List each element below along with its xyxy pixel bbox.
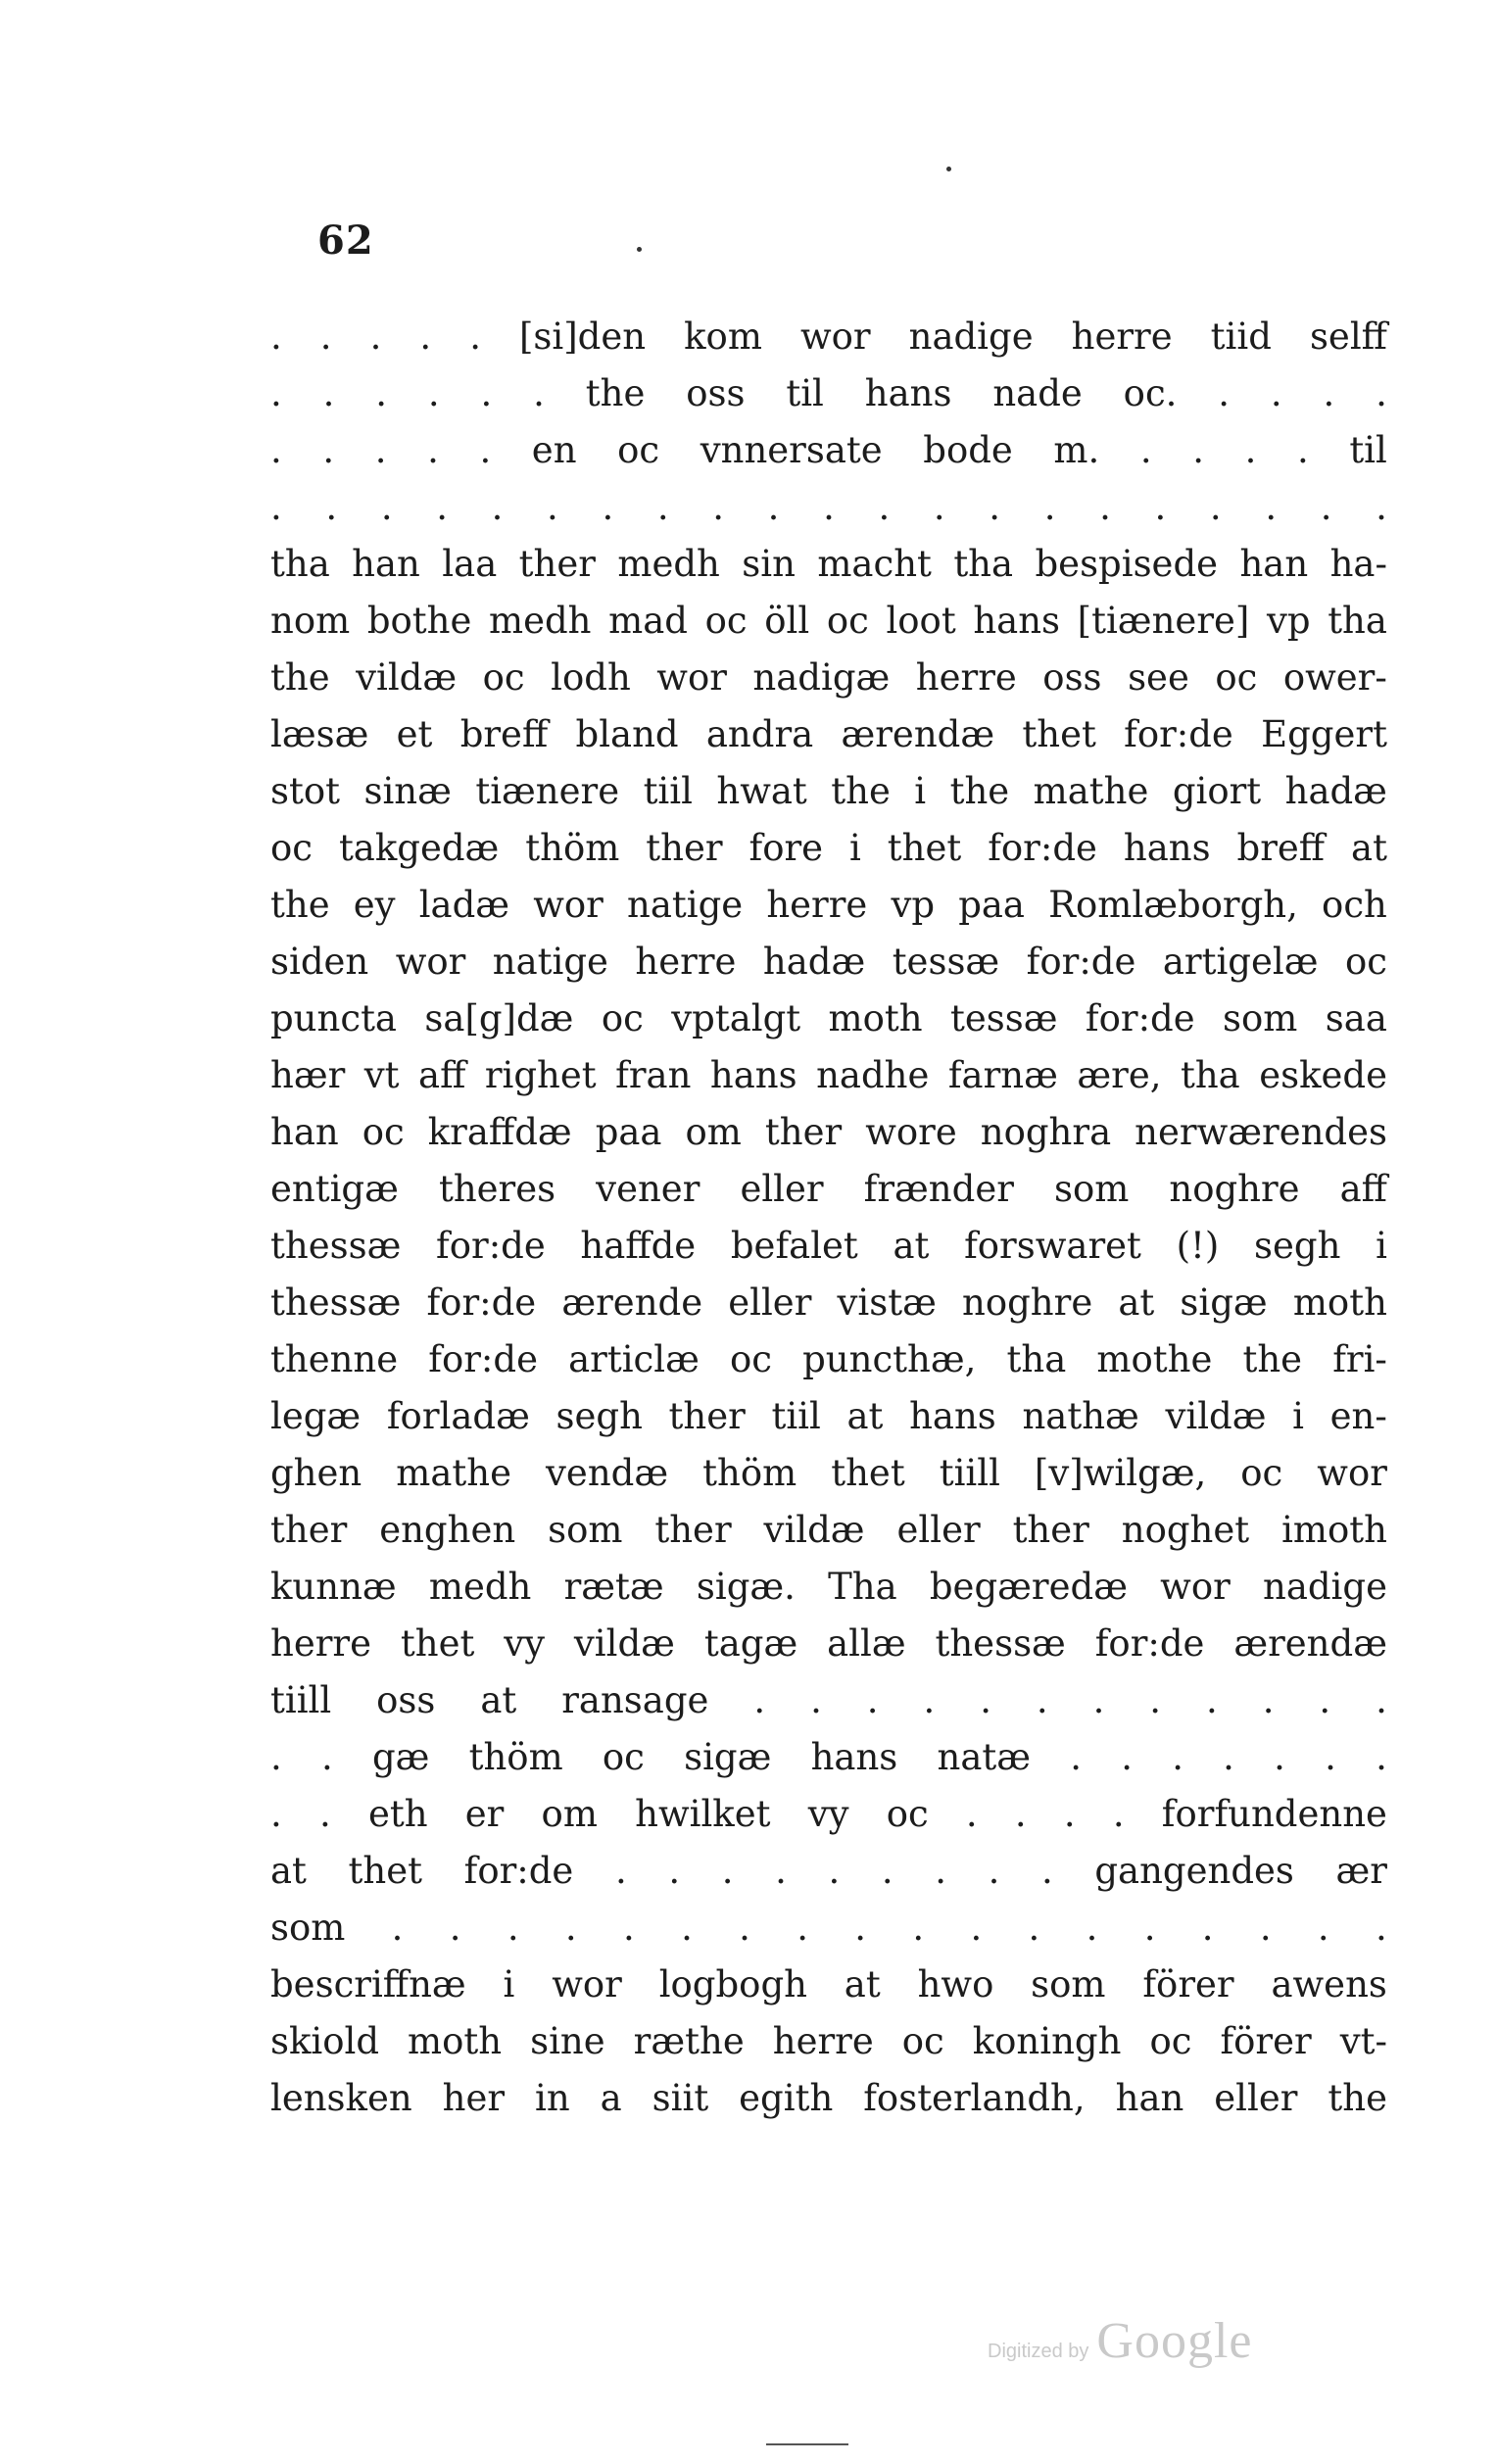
text-line: . . . . . en oc vnnersate bode m. . . . . til — [270, 429, 1387, 471]
text-line: . . eth er om hwilket vy oc . . . . forfundenne — [270, 1793, 1387, 1835]
text-line: thessæ for:de ærende eller vistæ noghre at sigæ moth — [270, 1281, 1387, 1324]
text-line: læsæ et breff bland andra ærendæ thet for:de Eggert — [270, 713, 1387, 755]
digitization-watermark — [988, 2312, 1252, 2370]
text-line: han oc kraffdæ paa om ther wore noghra nerwærendes — [270, 1111, 1387, 1153]
text-line: lensken her in a siit egith fosterlandh, han eller the — [270, 2077, 1387, 2119]
text-line: oc takgedæ thöm ther fore i thet for:de hans breff at — [270, 827, 1387, 869]
text-line: siden wor natige herre hadæ tessæ for:de artigelæ oc — [270, 941, 1387, 983]
text-line: herre thet vy vildæ tagæ allæ thessæ for:de ærendæ — [270, 1622, 1387, 1665]
text-line: puncta sa[g]dæ oc vptalgt moth tessæ for:de som saa — [270, 997, 1387, 1039]
text-line: tha han laa ther medh sin macht tha bespisede han ha- — [270, 543, 1387, 585]
text-line: stot sinæ tiænere tiil hwat the i the mathe giort hadæ — [270, 770, 1387, 812]
text-line: bescriffnæ i wor logbogh at hwo som förer awens — [270, 1963, 1387, 2005]
text-line: skiold moth sine ræthe herre oc koningh oc förer vt- — [270, 2020, 1387, 2062]
google-logo: Google — [1096, 2313, 1253, 2369]
text-line: tiill oss at ransage . . . . . . . . . . . . — [270, 1679, 1387, 1721]
ink-speck — [946, 167, 951, 171]
page-text — [270, 309, 1387, 2127]
text-line: the vildæ oc lodh wor nadigæ herre oss see oc ower- — [270, 656, 1387, 699]
page-number: 62 — [317, 217, 374, 264]
text-line: legæ forladæ segh ther tiil at hans nathæ vildæ i en- — [270, 1395, 1387, 1437]
text-line: entigæ theres vener eller frænder som noghre aff — [270, 1168, 1387, 1210]
text-line: nom bothe medh mad oc öll oc loot hans [tiænere] vp tha — [270, 600, 1387, 642]
text-line: . . . . . [si]den kom wor nadige herre tiid selff — [270, 315, 1387, 358]
text-line: thenne for:de articlæ oc puncthæ, tha mothe the fri- — [270, 1338, 1387, 1380]
ink-speck — [637, 247, 642, 252]
text-line: at thet for:de . . . . . . . . . gangendes ær — [270, 1850, 1387, 1892]
text-line: . . . . . . the oss til hans nade oc. . . . . — [270, 372, 1387, 414]
text-line: thessæ for:de haffde befalet at forswaret (!) segh i — [270, 1225, 1387, 1267]
text-line: som . . . . . . . . . . . . . . . . . . — [270, 1907, 1387, 1949]
text-line: hær vt aff righet fran hans nadhe farnæ ære, tha eskede — [270, 1054, 1387, 1096]
bottom-rule — [766, 2443, 848, 2445]
text-line: . . gæ thöm oc sigæ hans natæ . . . . . . . — [270, 1736, 1387, 1778]
text-line: the ey ladæ wor natige herre vp paa Romlæborgh, och — [270, 884, 1387, 926]
watermark-prefix: Digitized by — [988, 2341, 1089, 2362]
text-line: kunnæ medh rætæ sigæ. Tha begæredæ wor nadige — [270, 1566, 1387, 1608]
text-line: . . . . . . . . . . . . . . . . . . . . . — [270, 486, 1387, 528]
text-line: ghen mathe vendæ thöm thet tiill [v]wilgæ, oc wor — [270, 1452, 1387, 1494]
text-line: ther enghen som ther vildæ eller ther noghet imoth — [270, 1509, 1387, 1551]
